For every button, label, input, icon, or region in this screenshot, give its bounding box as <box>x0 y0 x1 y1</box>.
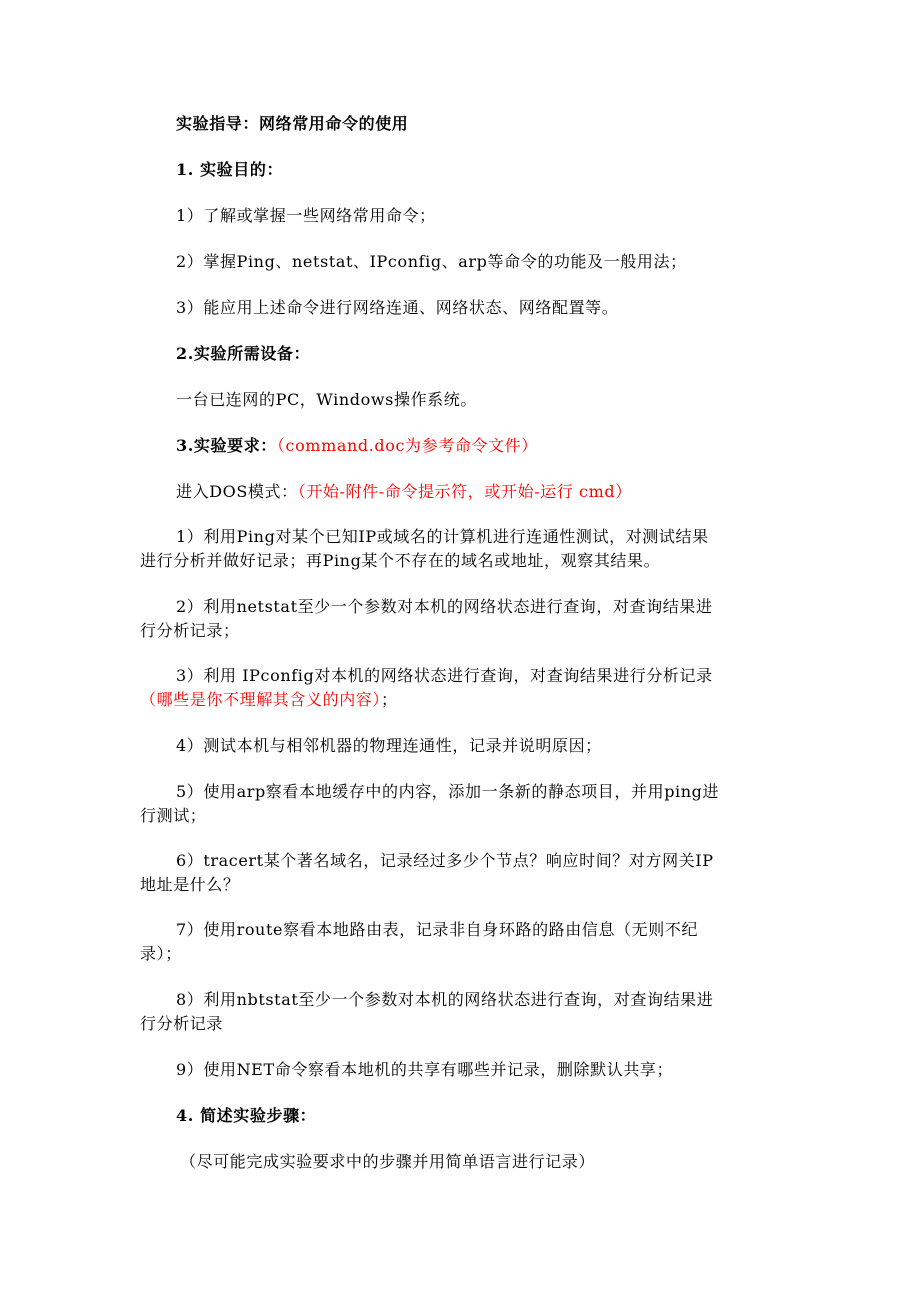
requirement-1-line-1: 1）利用Ping对某个已知IP或域名的计算机进行连通性测试，对测试结果 <box>176 527 709 546</box>
document-title: 实验指导：网络常用命令的使用 <box>176 114 409 133</box>
requirement-9: 9）使用NET命令察看本地机的共享有哪些并记录，删除默认共享； <box>176 1060 674 1079</box>
section-2-heading: 2.实验所需设备： <box>176 344 311 363</box>
dos-mode-text: 进入DOS模式： <box>176 482 298 501</box>
section-4-heading: 4. 简述实验步骤： <box>176 1106 317 1125</box>
objective-item-1: 1）了解或掌握一些网络常用命令； <box>176 206 436 225</box>
requirement-3-end: ； <box>381 690 398 709</box>
requirement-8-line-2: 行分析记录 <box>140 1014 224 1033</box>
requirement-7-line-2: 录）； <box>140 944 182 963</box>
requirement-3-line-1: 3）利用 IPconfig对本机的网络状态进行查询，对查询结果进行分析记录 <box>176 666 713 685</box>
requirement-3-highlight: （哪些是你不理解其含义的内容） <box>140 690 382 709</box>
objective-item-3: 3）能应用上述命令进行网络连通、网络状态、网络配置等。 <box>176 298 619 317</box>
requirement-2-line-2: 行分析记录； <box>140 621 240 640</box>
equipment-text: 一台已连网的PC，Windows操作系统。 <box>176 390 477 409</box>
dos-mode-note: （开始-附件-命令提示符，或开始-运行 cmd） <box>297 482 632 501</box>
requirement-8-line-1: 8）利用nbtstat至少一个参数对本机的网络状态进行查询，对查询结果进 <box>176 990 714 1009</box>
requirement-6-line-1: 6）tracert某个著名域名，记录经过多少个节点？响应时间？对方网关IP <box>176 851 714 870</box>
requirement-4: 4）测试本机与相邻机器的物理连通性，记录并说明原因； <box>176 736 602 755</box>
dos-mode-line <box>176 480 632 504</box>
objective-item-2: 2）掌握Ping、netstat、IPconfig、arp等命令的功能及一般用法； <box>176 252 687 271</box>
section-3-heading: 3.实验要求： <box>176 436 277 455</box>
requirement-1-line-2: 进行分析并做好记录；再Ping某个不存在的域名或地址，观察其结果。 <box>140 551 661 570</box>
requirement-2-line-1: 2）利用netstat至少一个参数对本机的网络状态进行查询，对查询结果进 <box>176 597 713 616</box>
section-3-heading-line <box>176 434 538 458</box>
requirement-3-line-2 <box>140 688 398 712</box>
reference-file-note: （command.doc为参考命令文件） <box>276 436 538 455</box>
requirement-5-line-1: 5）使用arp察看本地缓存中的内容，添加一条新的静态项目，并用ping进 <box>176 782 720 801</box>
section-1-heading: 1. 实验目的： <box>176 160 284 179</box>
requirement-7-line-1: 7）使用route察看本地路由表，记录非自身环路的路由信息（无则不纪 <box>176 920 699 939</box>
steps-instruction: （尽可能完成实验要求中的步骤并用简单语言进行记录） <box>180 1152 596 1171</box>
requirement-6-line-2: 地址是什么？ <box>140 875 240 894</box>
requirement-5-line-2: 行测试； <box>140 806 207 825</box>
